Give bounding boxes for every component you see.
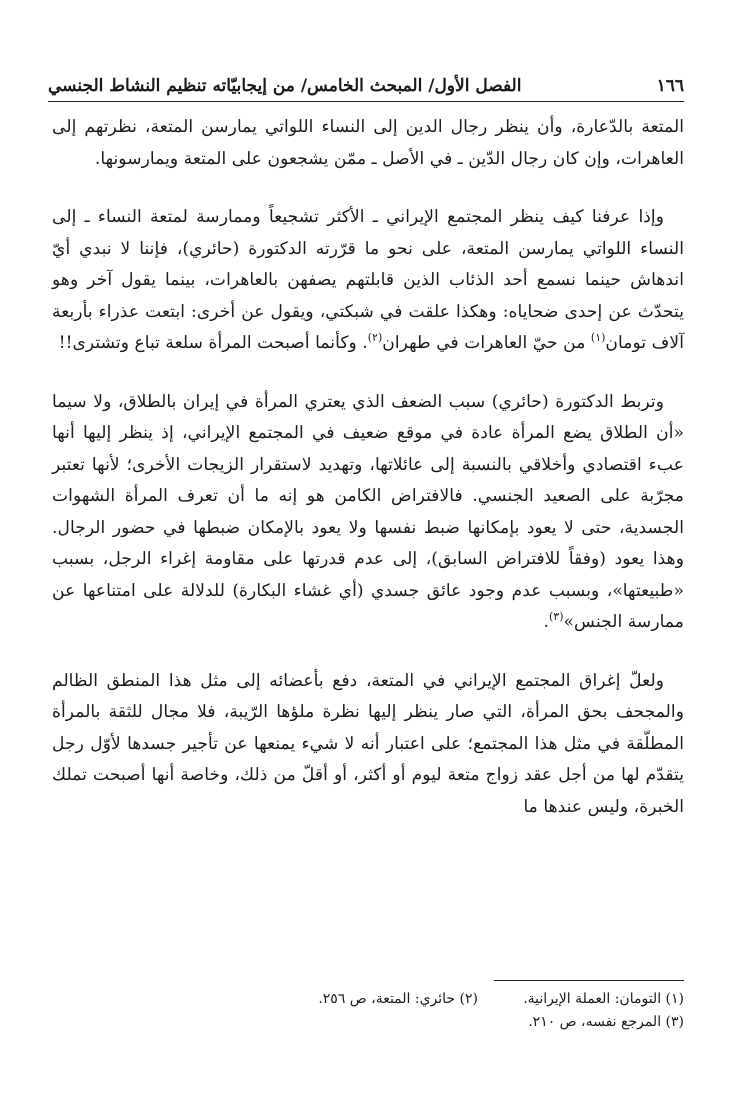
page-header (48, 70, 684, 96)
footnote-ref-2[interactable]: (٢) (367, 331, 383, 344)
footnote-1: (١) التومان: العملة الإيرانية. (523, 991, 684, 1007)
paragraph-2-text-c: . وكأنما أصبحت المرأة سلعة تباع وتشترى!! (58, 333, 368, 353)
paragraph-2-text-b: من حيّ العاهرات في طهران (382, 333, 591, 353)
paragraph-3-text-a: وتربط الدكتورة (حائري) سبب الضعف الذي يعتري المرأة في إيران بالطلاق، ولا سيما «أن الطلاق يضع المرأة عادة في موقع ضعيف في المجتمع الإيراني، إذ ينظر إليها أنها عبء اقتصادي وأخلاقي بالنسبة إلى عائلاتها، وتهديد لاستقرار الزيجات الأخرى؛ لأنها تعتبر مجرّبة على الصعيد الجنسي. فالافتراض الكامن هو إنه ما أن تعرف المرأة الشهوات الجسدية، حتى لا يعود بإمكانها ضبط نفسها ولا يعود بالإمكان ضبطها في حضور الرجال. وهذا يعود (وفقاً للافتراض السابق)، إلى عدم قدرتها على مقاومة إغراء الرجل، بسبب «طبيعتها»، وبسبب عدم وجود عائق جسدي (أي غشاء البكارة) للدلالة على امتناعها عن ممارسة الجنس» (52, 391, 684, 632)
footnote-3: (٣) المرجع نفسه، ص ٢١٠. (528, 1014, 684, 1030)
footnote-2: (٢) حائري: المتعة، ص ٢٥٦. (318, 991, 478, 1007)
footnote-row (150, 988, 684, 1011)
paragraph-3-text-b: . (543, 612, 549, 632)
paragraph-2-text-a: وإذا عرفنا كيف ينظر المجتمع الإيراني ـ الأكثر تشجيعاً وممارسة لمتعة النساء ـ إلى النساء اللواتي يمارسن المتعة، على نحو ما قرّرته الدكتورة (حائري)، فإننا لا نبدي أيّ اندهاش حينما نسمع أحد الذئاب الذين قابلتهم يصفهن بالعاهرات، بينما يقول آخر وهو يتحدّث عن إحدى ضحاياه: وهكذا علقت في شبكتي، ويقول عن أخرى: ابتعت عذراء بأربعة آلاف تومان (52, 207, 684, 353)
footnote-ref-1[interactable]: (١) (590, 331, 606, 344)
paragraph-1: المتعة بالدّعارة، وأن ينظر رجال الدين إلى النساء اللواتي يمارسن المتعة، نظرتهم إلى العاهرات، وإن كان رجال الدّين ـ في الأصل ـ ممّن يشجعون على المتعة ويمارسونها. (52, 117, 684, 169)
paragraph-4: ولعلّ إغراق المجتمع الإيراني في المتعة، دفع بأعضائه إلى مثل هذا المنطق الظالم والمجحف بحق المرأة، التي صار ينظر إليها نظرة ملؤها الرّيبة، فلا مجال للثقة بالمرأة المطلّقة في مثل هذا المجتمع؛ على اعتبار أنه لا شيء يمنعها عن تأجير جسدها لأوّل رجل يتقدّم لها من أجل عقد زواج متعة ليوم أو أكثر، أو أقلّ من ذلك، وخاصة أنها أصبحت تملك الخبرة، وليس عندها ما (52, 670, 684, 817)
paragraph-3 (52, 387, 684, 639)
header-divider (48, 101, 684, 102)
footnote-row (150, 1011, 684, 1034)
footnote-ref-3[interactable]: (٣) (549, 610, 564, 623)
body-text (52, 112, 684, 823)
page-number: ١٦٦ (656, 76, 684, 96)
footnote-divider (494, 980, 684, 981)
paragraph-2 (52, 202, 684, 360)
running-title: الفصل الأول/ المبحث الخامس/ من إيجابيّاته تنظيم النشاط الجنسي (48, 76, 522, 96)
footnotes (150, 988, 684, 1034)
